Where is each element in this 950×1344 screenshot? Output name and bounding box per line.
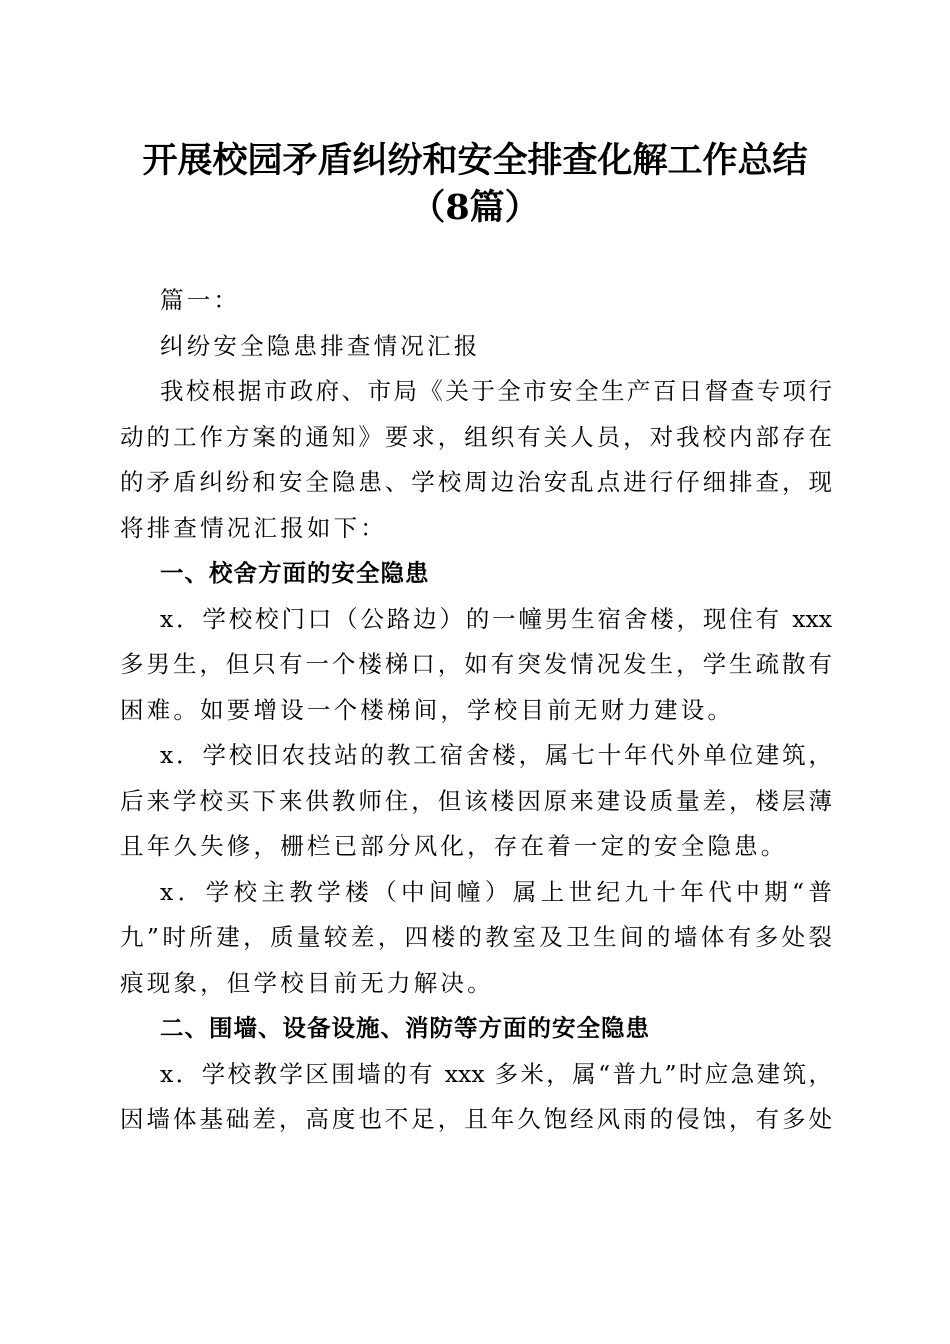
paragraph-line: 将排查情况汇报如下： bbox=[120, 513, 387, 542]
paragraph-line: 因墙体基础差，高度也不足，且年久饱经风雨的侵蚀，有多处 bbox=[120, 1105, 832, 1133]
paragraph-line: 且年久失修，栅栏已部分风化，存在着一定的安全隐患。 bbox=[120, 832, 788, 860]
document-body bbox=[120, 278, 832, 1143]
paragraph-line: x．学校教学区围墙的有 xxx 多米，属“普九”时应急建筑， bbox=[160, 1059, 832, 1088]
paragraph-line: 痕现象，但学校目前无力解决。 bbox=[120, 968, 494, 997]
paragraph-line: 的矛盾纠纷和安全隐患、学校周边治安乱点进行仔细排查，现 bbox=[120, 468, 832, 496]
section-heading: 二、围墙、设备设施、消防等方面的安全隐患 bbox=[160, 1014, 650, 1042]
paragraph-line: x．学校校门口（公路边）的一幢男生宿舍楼，现住有 xxx bbox=[160, 604, 832, 633]
document-title: 开展校园矛盾纠纷和安全排查化解工作总结 bbox=[142, 140, 808, 181]
paragraph-line: 九”时所建，质量较差，四楼的教室及卫生间的墙体有多处裂 bbox=[120, 923, 832, 951]
section-heading: 一、校舍方面的安全隐患 bbox=[160, 559, 430, 587]
paragraph-line: x．学校主教学楼（中间幢）属上世纪九十年代中期“普 bbox=[160, 877, 832, 906]
paragraph-line: 多男生，但只有一个楼梯口，如有突发情况发生，学生疏散有 bbox=[120, 650, 832, 678]
document-title-count: （8篇） bbox=[410, 187, 540, 228]
paragraph-line: 后来学校买下来供教师住，但该楼因原来建设质量差，楼层薄 bbox=[120, 786, 832, 815]
paragraph-line: 动的工作方案的通知》要求，组织有关人员，对我校内部存在 bbox=[120, 422, 832, 451]
paragraph-line: 我校根据市政府、市局《关于全市安全生产百日督查专项行 bbox=[160, 377, 832, 405]
section-label: 篇一： bbox=[160, 286, 241, 314]
paragraph-line: x．学校旧农技站的教工宿舍楼，属七十年代外单位建筑， bbox=[160, 741, 832, 769]
paragraph-line: 困难。如要增设一个楼梯间，学校目前无财力建设。 bbox=[120, 695, 735, 724]
section-subtitle: 纠纷安全隐患排查情况汇报 bbox=[160, 331, 481, 360]
